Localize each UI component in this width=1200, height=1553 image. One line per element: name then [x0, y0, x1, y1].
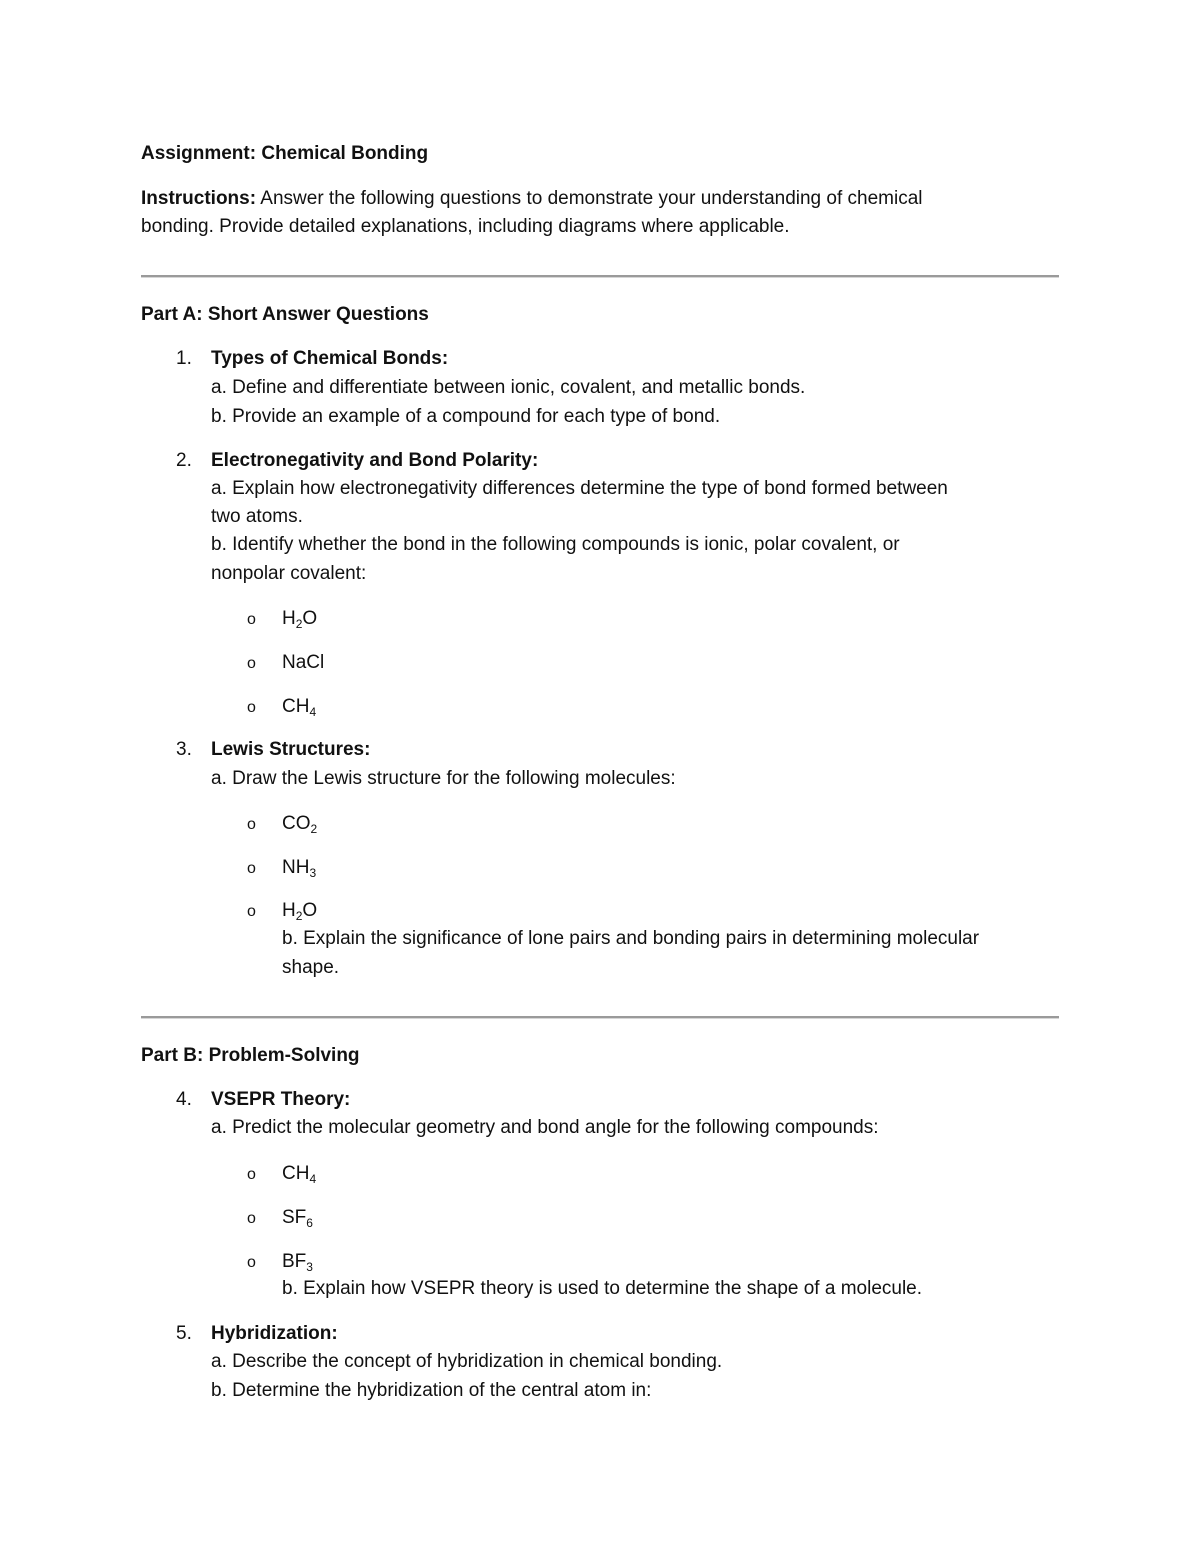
q4-compound-1: $CH_4$	[282, 1163, 317, 1186]
q2-part-a-line-1: a. Explain how electronegativity differences determine the type of bond formed between	[211, 478, 948, 499]
assignment-title: Assignment: Chemical Bonding	[141, 143, 429, 164]
bullet-icon: o	[247, 1166, 256, 1183]
part-b-heading: Part B: Problem-Solving	[141, 1045, 360, 1066]
bullet-icon: o	[247, 816, 256, 833]
instructions-line-2: bonding. Provide detailed explanations, including diagrams where applicable.	[141, 216, 790, 237]
instructions-line-1	[141, 185, 923, 213]
bullet-icon: o	[247, 1254, 256, 1271]
q2-part-b-line-1: b. Identify whether the bond in the following compounds is ionic, polar covalent, or	[211, 534, 900, 555]
part-a-heading: Part A: Short Answer Questions	[141, 304, 429, 325]
bullet-icon: o	[247, 903, 256, 920]
q3-part-a: a. Draw the Lewis structure for the following molecules:	[211, 768, 676, 789]
q4-compound-2: $SF_6$	[282, 1207, 313, 1230]
bullet-icon: o	[247, 860, 256, 877]
q3-molecule-1: $CO_2$	[282, 813, 318, 836]
q4-part-b: b. Explain how VSEPR theory is used to determine the shape of a molecule.	[282, 1278, 923, 1299]
q1-part-b: b. Provide an example of a compound for each type of bond.	[211, 406, 721, 427]
q3-molecule-3: $H_2O$	[282, 900, 318, 923]
q3-molecule-2: $NH_3$	[282, 857, 317, 880]
q1-part-a: a. Define and differentiate between ionic, covalent, and metallic bonds.	[211, 377, 806, 398]
q4-number: 4.	[176, 1089, 192, 1110]
q2-part-b-line-2: nonpolar covalent:	[211, 563, 367, 584]
q5-number: 5.	[176, 1323, 192, 1344]
q3-part-b-line-2: shape.	[282, 957, 340, 978]
q2-number: 2.	[176, 450, 192, 471]
q3-number: 3.	[176, 739, 192, 760]
q4-part-a: a. Predict the molecular geometry and bond angle for the following compounds:	[211, 1117, 879, 1138]
q3-title: Lewis Structures:	[211, 739, 371, 760]
q5-title: Hybridization:	[211, 1323, 338, 1344]
bullet-icon: o	[247, 1210, 256, 1227]
q5-part-a: a. Describe the concept of hybridization in chemical bonding.	[211, 1351, 723, 1372]
instructions-label: Instructions:	[141, 188, 257, 209]
instructions-text-1: Answer the following questions to demonstrate your understanding of chemical	[256, 188, 923, 209]
q2-compound-1: $H_2O$	[282, 608, 318, 631]
q1-title: Types of Chemical Bonds:	[211, 348, 449, 369]
q5-part-b: b. Determine the hybridization of the central atom in:	[211, 1380, 652, 1401]
q2-compound-3: $CH_4$	[282, 696, 317, 719]
q3-part-b-line-1: b. Explain the significance of lone pairs and bonding pairs in determining molecular	[282, 928, 980, 949]
q1-number: 1.	[176, 348, 192, 369]
bullet-icon: o	[247, 655, 256, 672]
q2-title: Electronegativity and Bond Polarity:	[211, 450, 539, 471]
bullet-icon: o	[247, 611, 256, 628]
section-divider-2	[141, 1016, 1059, 1019]
q2-compound-2: NaCl	[282, 652, 325, 673]
q4-title: VSEPR Theory:	[211, 1089, 351, 1110]
bullet-icon: o	[247, 699, 256, 716]
section-divider-1	[141, 275, 1059, 278]
q2-part-a-line-2: two atoms.	[211, 506, 303, 527]
q4-compound-3: $BF_3$	[282, 1251, 313, 1274]
